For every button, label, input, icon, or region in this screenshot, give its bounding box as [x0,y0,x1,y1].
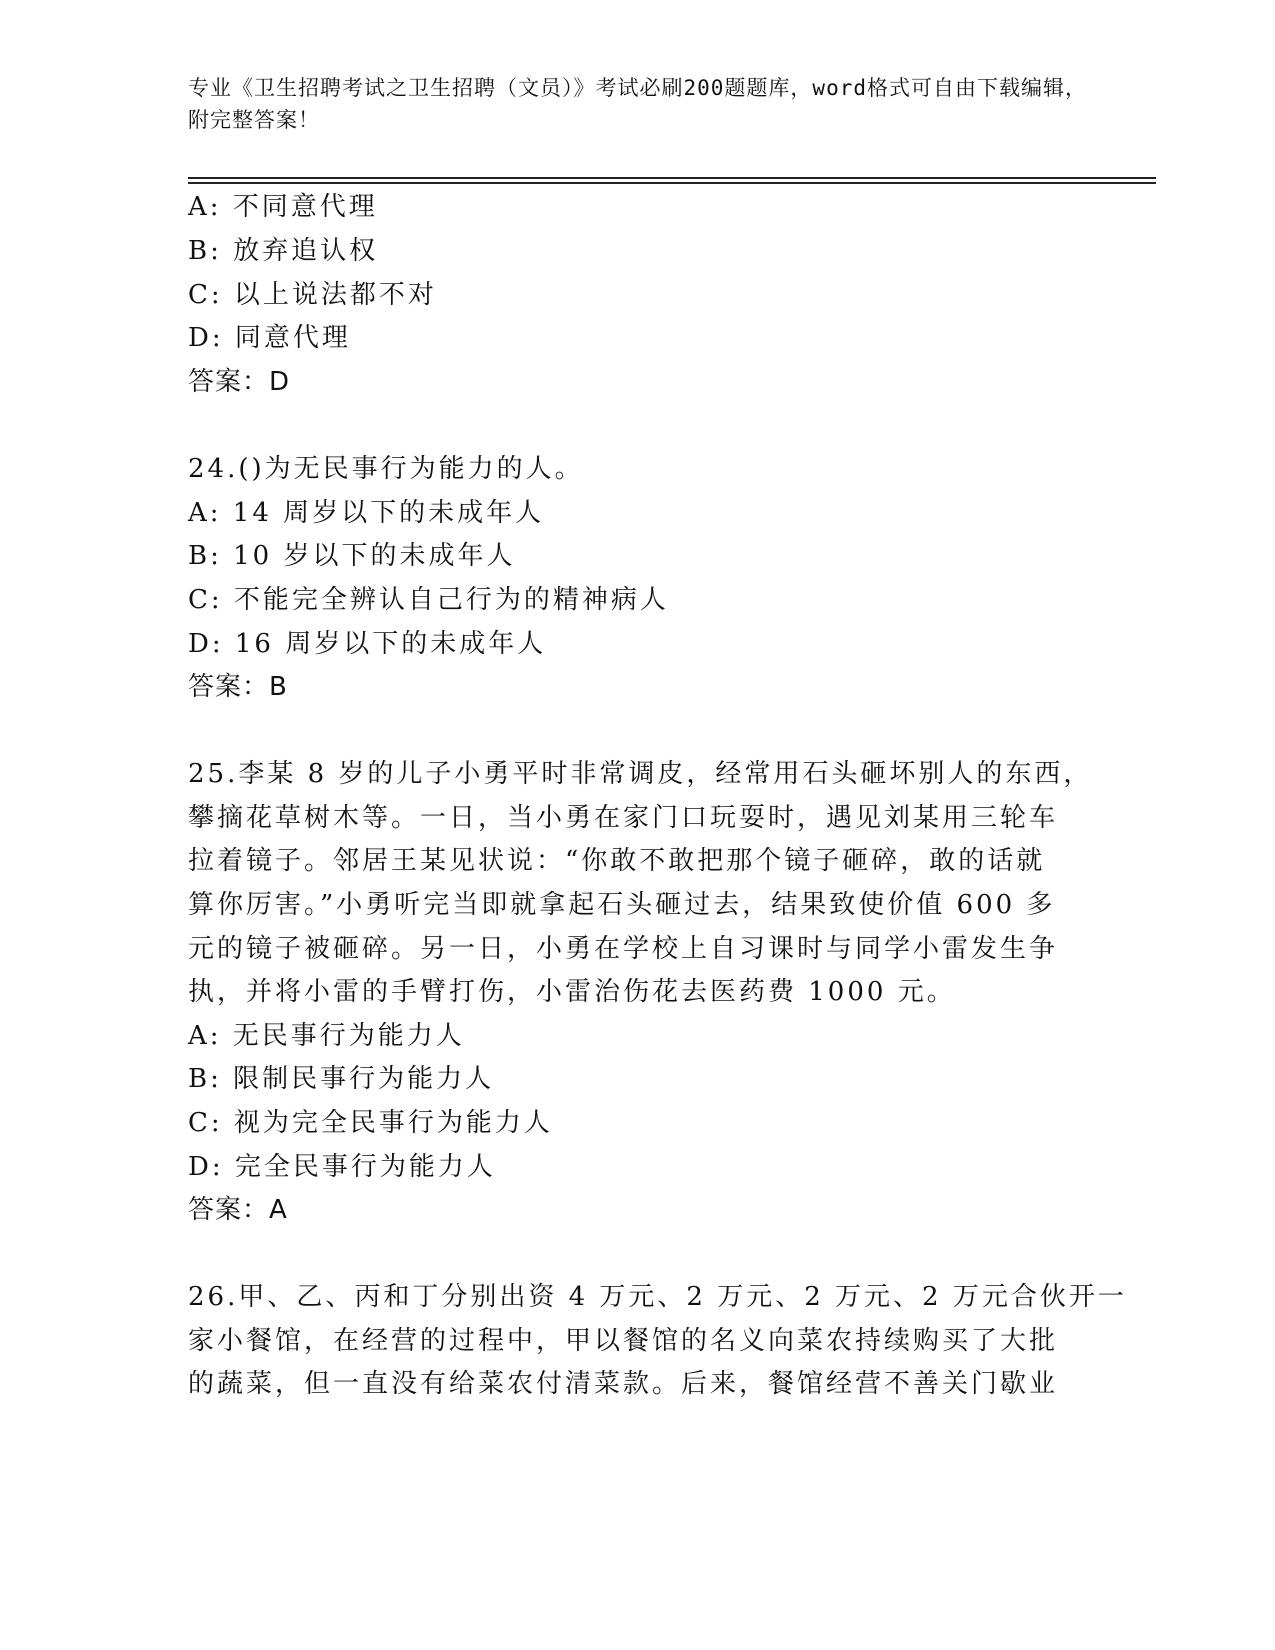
q24-option-d: D: 16 周岁以下的未成年人 [188,629,547,659]
header-divider-top [188,177,1156,179]
q25-question-line-3: 拉着镜子。邻居王某见状说：“你敢不敢把那个镜子砸碎，敢的话就 [188,846,1046,876]
q24-question: 24.()为无民事行为能力的人。 [188,454,584,484]
q25-option-c: C: 视为完全民事行为能力人 [188,1108,553,1138]
q24-option-c: C: 不能完全辨认自己行为的精神病人 [188,585,669,615]
header-divider-bottom [188,182,1156,184]
q25-question-line-5: 元的镜子被砸碎。另一日，小勇在学校上自习课时与同学小雷发生争 [188,934,1059,964]
q25-answer: 答案：A [188,1195,288,1225]
q23-option-c: C: 以上说法都不对 [188,280,437,310]
q26-question-line-3: 的蔬菜，但一直没有给菜农付清菜款。后来，餐馆经营不善关门歇业 [188,1369,1059,1399]
q23-option-a: A: 不同意代理 [188,192,378,222]
q24-option-a: A: 14 周岁以下的未成年人 [188,498,545,528]
q23-answer: 答案：D [188,367,291,397]
q25-question-line-6: 执，并将小雷的手臂打伤，小雷治伤花去医药费 1000 元。 [188,977,956,1007]
q25-option-d: D: 完全民事行为能力人 [188,1152,496,1182]
q24-option-b: B: 10 岁以下的未成年人 [188,541,516,571]
q26-question-line-2: 家小餐馆，在经营的过程中，甲以餐馆的名义向菜农持续购买了大批 [188,1326,1059,1356]
document-header: 专业《卫生招聘考试之卫生招聘（文员）》考试必刷200题题库，word格式可自由下载编辑，附完整答案！ [188,76,1087,132]
q25-question-line-4: 算你厉害。”小勇听完当即就拿起石头砸过去，结果致使价值 600 多 [188,890,1056,920]
q24-answer: 答案：B [188,672,288,702]
q23-option-d: D: 同意代理 [188,323,351,353]
q26-question-line-1: 26.甲、乙、丙和丁分别出资 4 万元、2 万元、2 万元、2 万元合伙开一 [188,1282,1127,1312]
q25-option-b: B: 限制民事行为能力人 [188,1064,495,1094]
q23-option-b: B: 放弃追认权 [188,236,379,266]
q25-question-line-2: 攀摘花草树木等。一日，当小勇在家门口玩耍时，遇见刘某用三轮车 [188,803,1059,833]
q25-question-line-1: 25.李某 8 岁的儿子小勇平时非常调皮，经常用石头砸坏别人的东西， [188,759,1093,789]
q25-option-a: A: 无民事行为能力人 [188,1021,465,1051]
